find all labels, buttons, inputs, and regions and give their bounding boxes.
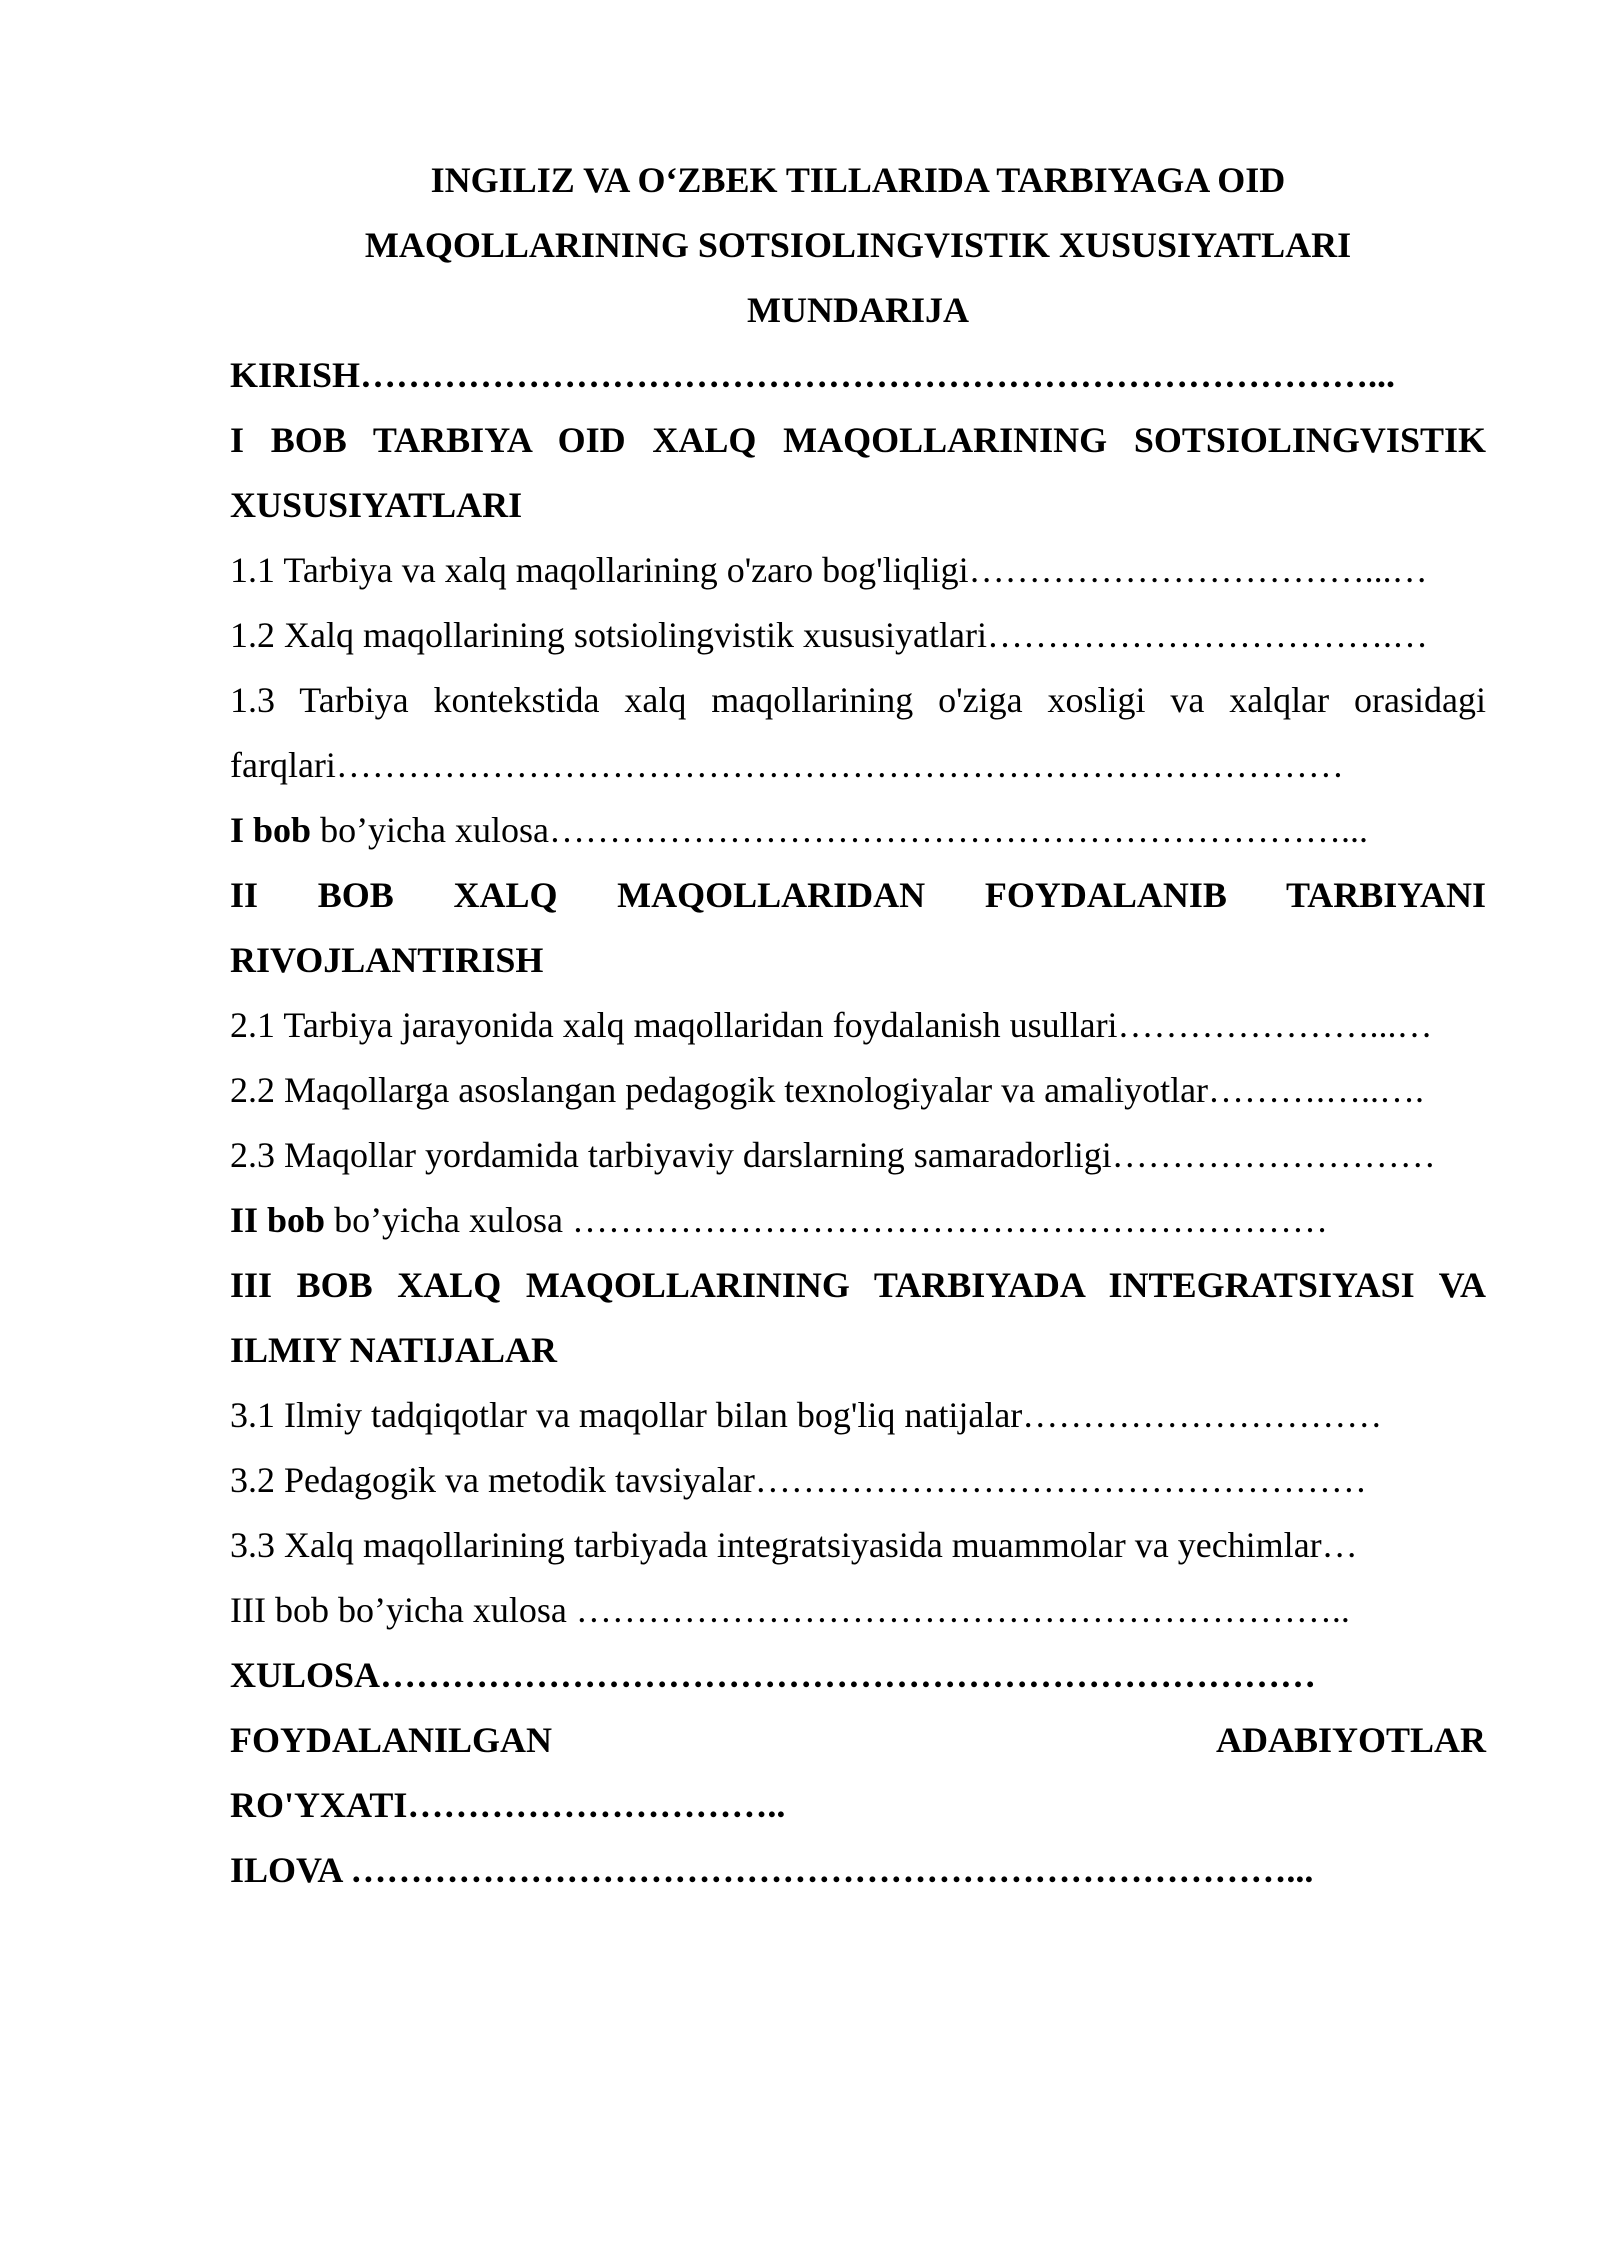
references-word-1: FOYDALANILGAN <box>230 1720 553 1760</box>
chapter-3-heading <box>230 1253 1486 1318</box>
chapter-2-heading-text: II BOB XALQ MAQOLLARIDAN FOYDALANIB TARBIYANI <box>230 875 1486 915</box>
toc-entry-kirish: KIRISH…………………………………………………………………………... <box>230 355 1396 395</box>
chapter-1-heading <box>230 408 1486 473</box>
toc-entry-3-1: 3.1 Ilmiy tadqiqotlar va maqollar bilan bog'liq natijalar………………………… <box>230 1395 1383 1435</box>
toc-entry-2-1: 2.1 Tarbiya jarayonida xalq maqollaridan foydalanish usullari…………………...… <box>230 1005 1433 1045</box>
toc-entry-references <box>230 1708 1486 1773</box>
chapter-2-heading <box>230 863 1486 928</box>
toc-entry-chapter-3-summary: III bob bo’yicha xulosa ……………………………………………………….. <box>230 1590 1350 1630</box>
toc-entry-1-3 <box>230 668 1486 733</box>
contents-heading: MUNDARIJA <box>747 290 969 330</box>
toc-entry-references-cont: RO'YXATI………………………….. <box>230 1785 786 1825</box>
chapter-1-summary-text: bo’yicha xulosa…………………………………………………………... <box>311 810 1368 850</box>
toc-entry-ilova: ILOVA ……………………………………………………………………... <box>230 1850 1314 1890</box>
toc-entry-1-1: 1.1 Tarbiya va xalq maqollarining o'zaro bog'liqligi……………………………...… <box>230 550 1428 590</box>
document-title-line-2: MAQOLLARINING SOTSIOLINGVISTIK XUSUSIYATLARI <box>364 225 1352 265</box>
chapter-1-summary-label: I bob <box>230 810 312 850</box>
toc-entry-chapter-1-summary <box>230 798 1486 863</box>
document-title-line-1: INGILIZ VA O‘ZBEK TILLARIDA TARBIYAGA OID <box>430 160 1286 200</box>
chapter-3-heading-text: III BOB XALQ MAQOLLARINING TARBIYADA INTEGRATSIYASI VA <box>230 1265 1486 1305</box>
toc-entry-2-2: 2.2 Maqollarga asoslangan pedagogik texnologiyalar va amaliyotlar……….…..…. <box>230 1070 1425 1110</box>
chapter-1-heading-text: I BOB TARBIYA OID XALQ MAQOLLARINING SOTSIOLINGVISTIK <box>230 420 1486 460</box>
toc-entry-2-3: 2.3 Maqollar yordamida tarbiyaviy darslarning samaradorligi……………………… <box>230 1135 1436 1175</box>
toc-entry-1-2: 1.2 Xalq maqollarining sotsiolingvistik xususiyatlari…………………………….… <box>230 615 1428 655</box>
toc-entry-1-3-cont: farqlari………………………………………………………………………… <box>230 745 1344 785</box>
toc-entry-1-3-text: 1.3 Tarbiya kontekstida xalq maqollarining o'ziga xosligi va xalqlar orasidagi <box>230 680 1486 720</box>
document-page <box>230 148 1486 1903</box>
chapter-2-summary-text: bo’yicha xulosa ……………………………………………………… <box>325 1200 1328 1240</box>
chapter-3-heading-cont: ILMIY NATIJALAR <box>230 1330 558 1370</box>
chapter-2-heading-cont: RIVOJLANTIRISH <box>230 940 544 980</box>
toc-entry-3-3: 3.3 Xalq maqollarining tarbiyada integratsiyasida muammolar va yechimlar… <box>230 1525 1358 1565</box>
toc-entry-3-2: 3.2 Pedagogik va metodik tavsiyalar…………………………………………… <box>230 1460 1367 1500</box>
references-word-2: ADABIYOTLAR <box>1215 1720 1486 1760</box>
toc-entry-xulosa: XULOSA…………………………………………………………………… <box>230 1655 1317 1695</box>
chapter-1-heading-cont: XUSUSIYATLARI <box>230 485 523 525</box>
chapter-2-summary-label: II bob <box>230 1200 326 1240</box>
toc-entry-chapter-2-summary <box>230 1188 1486 1253</box>
